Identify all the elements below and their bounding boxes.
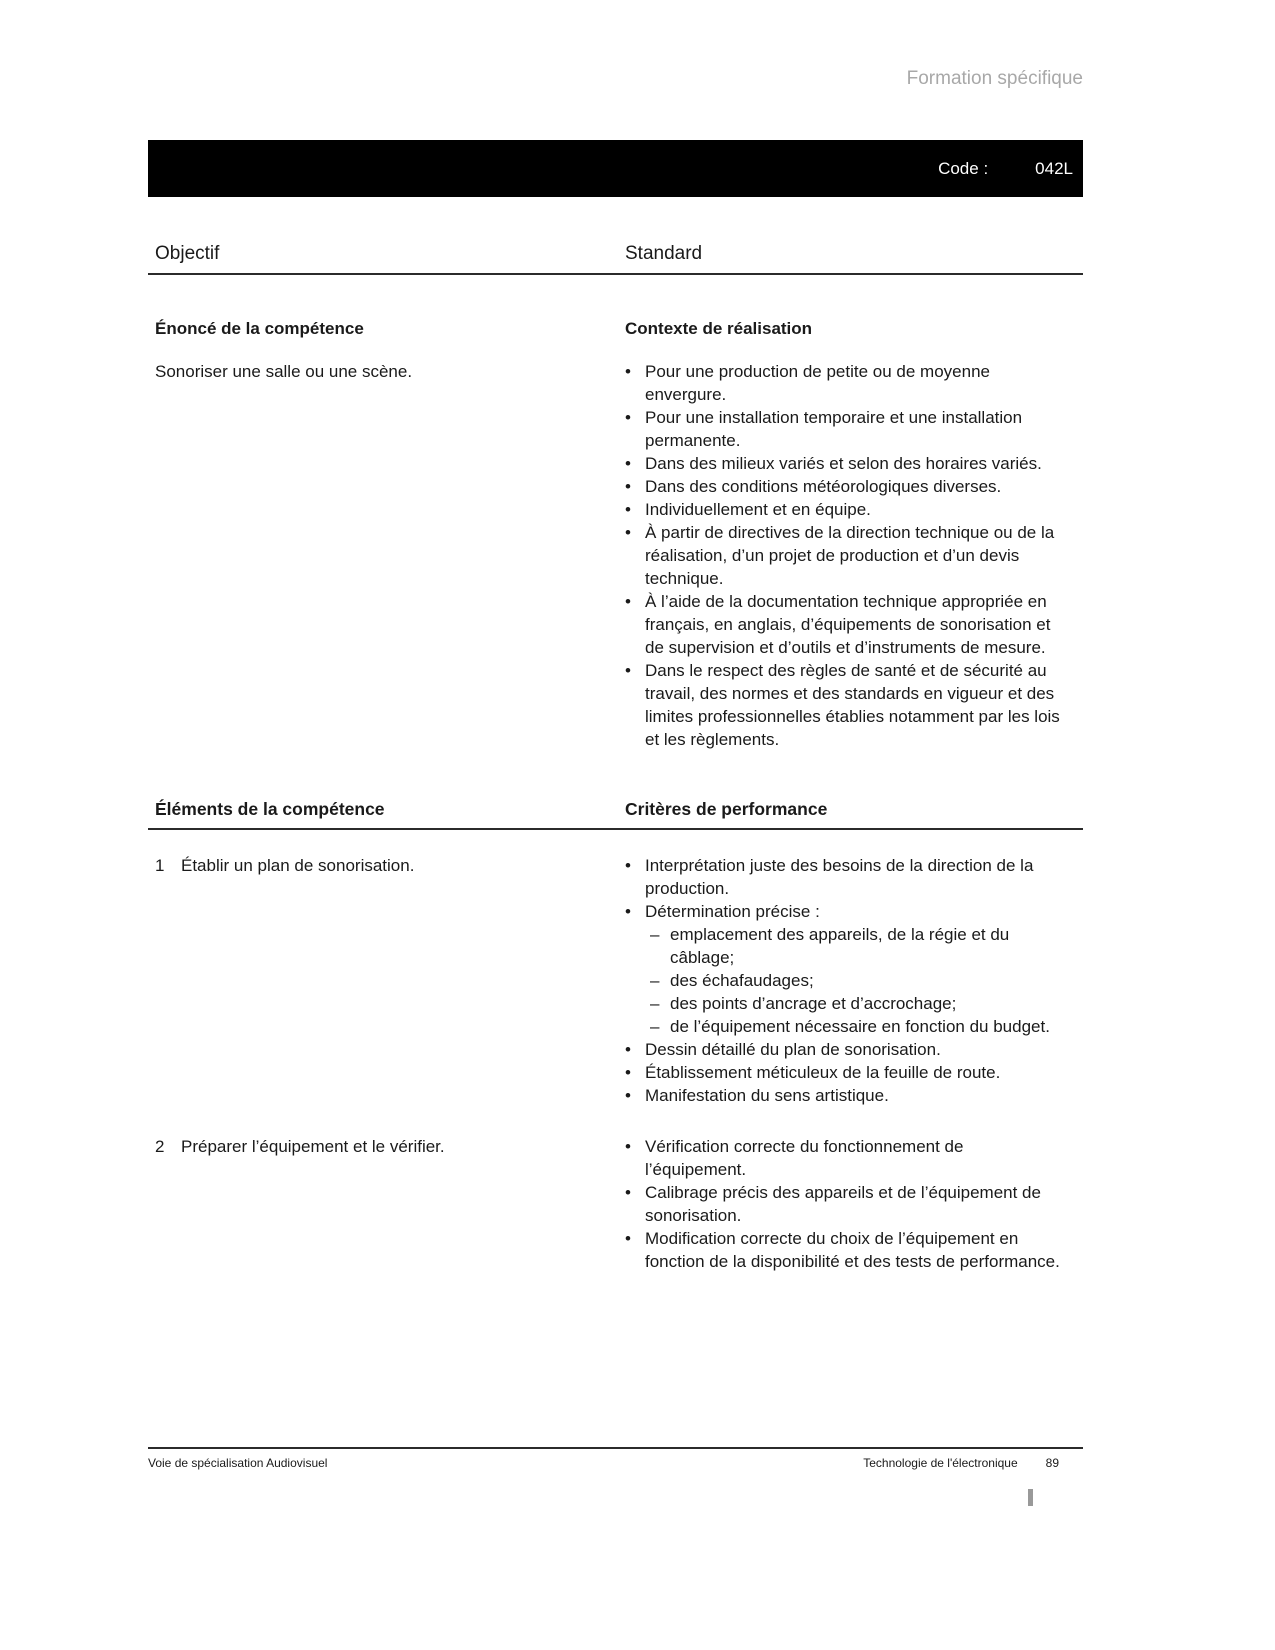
bullet-item: [625, 1135, 1067, 1181]
running-header: Formation spécifique: [906, 68, 1083, 89]
criteres-header: Critères de performance: [625, 799, 828, 819]
bullet-item: [625, 498, 1067, 521]
standard-header: Standard: [625, 243, 703, 264]
sub-item: [650, 923, 1067, 969]
bullet-item: [625, 452, 1067, 475]
bullet-marker: •: [625, 902, 631, 921]
bullet-item: [625, 475, 1067, 498]
elements-section-headers: [148, 797, 1083, 830]
bullet-item: [625, 1181, 1067, 1227]
item-text: Dans des conditions météorologiques diverses.: [645, 477, 1002, 496]
competence-statement: Sonoriser une salle ou une scène.: [155, 362, 413, 381]
element-text: Établir un plan de sonorisation.: [181, 856, 415, 875]
enonce-title: Énoncé de la compétence: [155, 319, 364, 338]
bullet-item: [625, 360, 1067, 406]
bullet-marker: •: [625, 454, 631, 473]
bullet-item: [625, 1227, 1067, 1273]
item-text: À l’aide de la documentation technique appropriée en français, en anglais, d’équipements de sonorisation et de supervision et d’outils et d’instruments de mesure.: [645, 592, 1051, 657]
item-text: Individuellement et en équipe.: [645, 500, 871, 519]
element-number: 2: [155, 1137, 165, 1156]
item-text: Dans le respect des règles de santé et de sécurité au travail, des normes et des standards en vigueur et des limites professionnelles établies notamment par les lois et les règlements.: [645, 661, 1060, 749]
element-row-2: [148, 1135, 1083, 1273]
bullet-marker: •: [625, 1137, 631, 1156]
objectif-header: Objectif: [155, 243, 220, 264]
item-text: Dessin détaillé du plan de sonorisation.: [645, 1040, 941, 1059]
bullet-marker: •: [625, 408, 631, 427]
dash-marker: –: [650, 971, 660, 990]
item-text: Détermination précise :: [645, 902, 820, 921]
page-content: [148, 197, 1083, 1273]
dash-marker: –: [650, 1017, 660, 1036]
bullet-marker: •: [625, 477, 631, 496]
elements-header: Éléments de la compétence: [155, 799, 385, 819]
bullet-item: [625, 521, 1067, 590]
bullet-marker: •: [625, 1229, 631, 1248]
bullet-marker: •: [625, 500, 631, 519]
footer-right-group: [863, 1456, 1083, 1470]
sub-item: [650, 969, 1067, 992]
bullet-marker: •: [625, 1183, 631, 1202]
bullet-marker: •: [625, 661, 631, 680]
column-headers: [148, 242, 1083, 275]
element-number: 1: [155, 856, 165, 875]
bullet-item: [625, 659, 1067, 751]
contexte-title: Contexte de réalisation: [625, 319, 813, 338]
bullet-marker: •: [625, 1063, 631, 1082]
item-text: À partir de directives de la direction technique ou de la réalisation, d’un projet de production et d’un devis technique.: [645, 523, 1055, 588]
item-text: Vérification correcte du fonctionnement de l’équipement.: [645, 1137, 964, 1179]
item-text: des points d’ancrage et d’accrochage;: [670, 994, 957, 1013]
item-text: Établissement méticuleux de la feuille de route.: [645, 1063, 1001, 1082]
element-row-1: [148, 854, 1083, 1107]
bullet-item: [625, 1084, 1067, 1107]
criteria-list-1: [625, 854, 1067, 1107]
footer-right-text: Technologie de l'électronique: [863, 1456, 1018, 1470]
element-text: Préparer l’équipement et le vérifier.: [181, 1137, 445, 1156]
item-text: Calibrage précis des appareils et de l’équipement de sonorisation.: [645, 1183, 1041, 1225]
code-value: 042L: [1035, 158, 1073, 178]
item-text: emplacement des appareils, de la régie et du câblage;: [670, 925, 1010, 967]
sub-item: [650, 992, 1067, 1015]
bullet-marker: •: [625, 592, 631, 611]
item-text: des échafaudages;: [670, 971, 814, 990]
item-text: Interprétation juste des besoins de la direction de la production.: [645, 856, 1034, 898]
bullet-marker: •: [625, 523, 631, 542]
page-number: 89: [1045, 1456, 1059, 1470]
code-label: Code :: [938, 158, 989, 178]
page-footer: [148, 1447, 1083, 1470]
item-text: Pour une installation temporaire et une installation permanente.: [645, 408, 1023, 450]
bullet-item: [625, 590, 1067, 659]
dash-marker: –: [650, 994, 660, 1013]
cursor-artifact: [1028, 1489, 1033, 1506]
item-text: de l’équipement nécessaire en fonction du budget.: [670, 1017, 1050, 1036]
item-text: Pour une production de petite ou de moyenne envergure.: [645, 362, 990, 404]
bullet-marker: •: [625, 1040, 631, 1059]
bullet-marker: •: [625, 1086, 631, 1105]
competence-section: [148, 317, 1083, 751]
item-text: Manifestation du sens artistique.: [645, 1086, 889, 1105]
bullet-item: [625, 900, 1067, 923]
bullet-item: [625, 1038, 1067, 1061]
dash-marker: –: [650, 925, 660, 944]
bullet-item: [625, 854, 1067, 900]
item-text: Dans des milieux variés et selon des horaires variés.: [645, 454, 1042, 473]
criteria-list-2: [625, 1135, 1067, 1273]
contexte-list: [625, 360, 1067, 751]
bullet-item: [625, 406, 1067, 452]
bullet-marker: •: [625, 362, 631, 381]
bullet-marker: •: [625, 856, 631, 875]
footer-left-text: Voie de spécialisation Audiovisuel: [148, 1456, 328, 1470]
sub-item: [650, 1015, 1067, 1038]
code-banner: [148, 140, 1083, 197]
bullet-item: [625, 1061, 1067, 1084]
item-text: Modification correcte du choix de l’équipement en fonction de la disponibilité et des tests de performance.: [645, 1229, 1060, 1271]
